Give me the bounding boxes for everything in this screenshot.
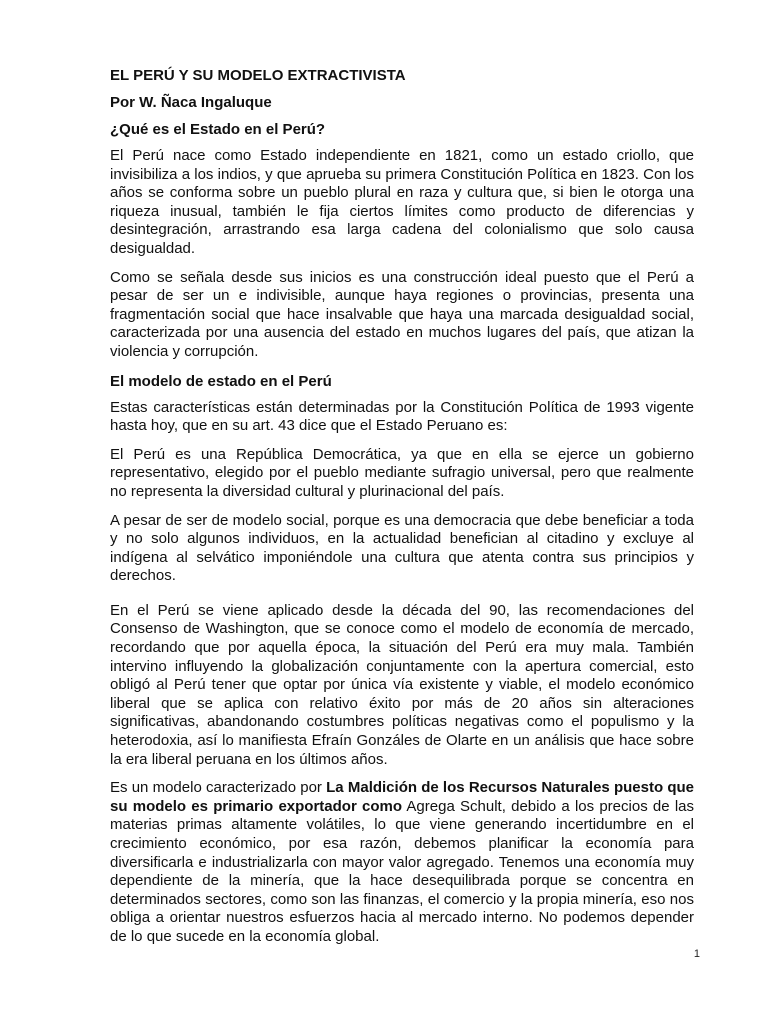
paragraph-5: A pesar de ser de modelo social, porque es una democracia que debe beneficiar a toda y no solo algunos individuos, en la actualidad benefician al citadino y excluye al indígena al selvático imponiéndole una cultura que atenta contra sus principios y derechos. xyxy=(110,511,694,585)
section-heading-modelo: El modelo de estado en el Perú xyxy=(110,372,332,390)
document-author: Por W. Ñaca Ingaluque xyxy=(110,94,272,111)
paragraph-2: Como se señala desde sus inicios es una construcción ideal puesto que el Perú a pesar de ser un e indivisible, aunque haya regiones o provincias, presenta una fragmentación social que hace insalvable que haya una marcada desigualdad social, caracterizada por una ausencia del estado en muchos lugares del país, que atizan la violencia y corrupción. xyxy=(110,268,694,360)
paragraph-7-bold: La Maldición de los Recursos Naturales puesto que su modelo es primario exportador como xyxy=(110,779,694,815)
section-heading-estado: ¿Qué es el Estado en el Perú? xyxy=(110,121,326,138)
paragraph-7 xyxy=(110,779,694,946)
page-number: 1 xyxy=(693,948,700,960)
paragraph-6: En el Perú se viene aplicado desde la década del 90, las recomendaciones del Consenso de Washington, que se conoce como el modelo de economía de mercado, recordando que por aquella época, la situación del Perú era muy mala. También intervino influyendo la globalización conjuntamente con la apertura comercial, esto obligó al Perú tener que optar por única vía existente y viable, el modelo económico liberal que se aplica con relativo éxito por más de 20 años sin alteraciones significativas, abandonando costumbres políticas negativas como el populismo y la heterodoxia, así lo manifiesta Efraín Gonzáles de Olarte en un análisis que hace sobre la era liberal peruana en los últimos años. xyxy=(110,601,694,768)
document-title: EL PERÚ Y SU MODELO EXTRACTIVISTA xyxy=(110,67,406,84)
paragraph-3: Estas características están determinadas por la Constitución Política de 1993 vigente hasta hoy, que en su art. 43 dice que el Estado Peruano es: xyxy=(110,398,694,435)
paragraph-7-intro: Es un modelo caracterizado por xyxy=(110,779,327,797)
paragraph-4: El Perú es una República Democrática, ya que en ella se ejerce un gobierno representativo, elegido por el pueblo mediante sufragio universal, pero que realmente no representa la diversidad cultural y plurinacional del país. xyxy=(110,445,694,500)
document-page xyxy=(110,66,694,957)
paragraph-7-rest: Agrega Schult, debido a los precios de las materias primas altamente volátiles, lo que viene generando incertidumbre en el crecimiento económico, por esa razón, debemos planificar la economía para diversificarla e industrializarla con mayor valor agregado. Tenemos una economía muy dependiente de la minería, que la hace desequilibrada porque se concentra en determinados sectores, como son las finanzas, el comercio y la propia minería, eso nos obliga a orientar nuestros esfuerzos hacia al mercado interno. No podemos depender de lo que sucede en la economía global. xyxy=(110,797,695,945)
paragraph-1: El Perú nace como Estado independiente en 1821, como un estado criollo, que invisibiliza a los indios, y que aprueba su primera Constitución Política en 1823. Con los años se conforma sobre un pueblo plural en raza y cultura que, si bien le otorga una riqueza inusual, también le fija ciertos límites como producto de diferencias y desintegración, arrastrando esa larga cadena del colonialismo que solo causa desigualdad. xyxy=(110,147,694,257)
